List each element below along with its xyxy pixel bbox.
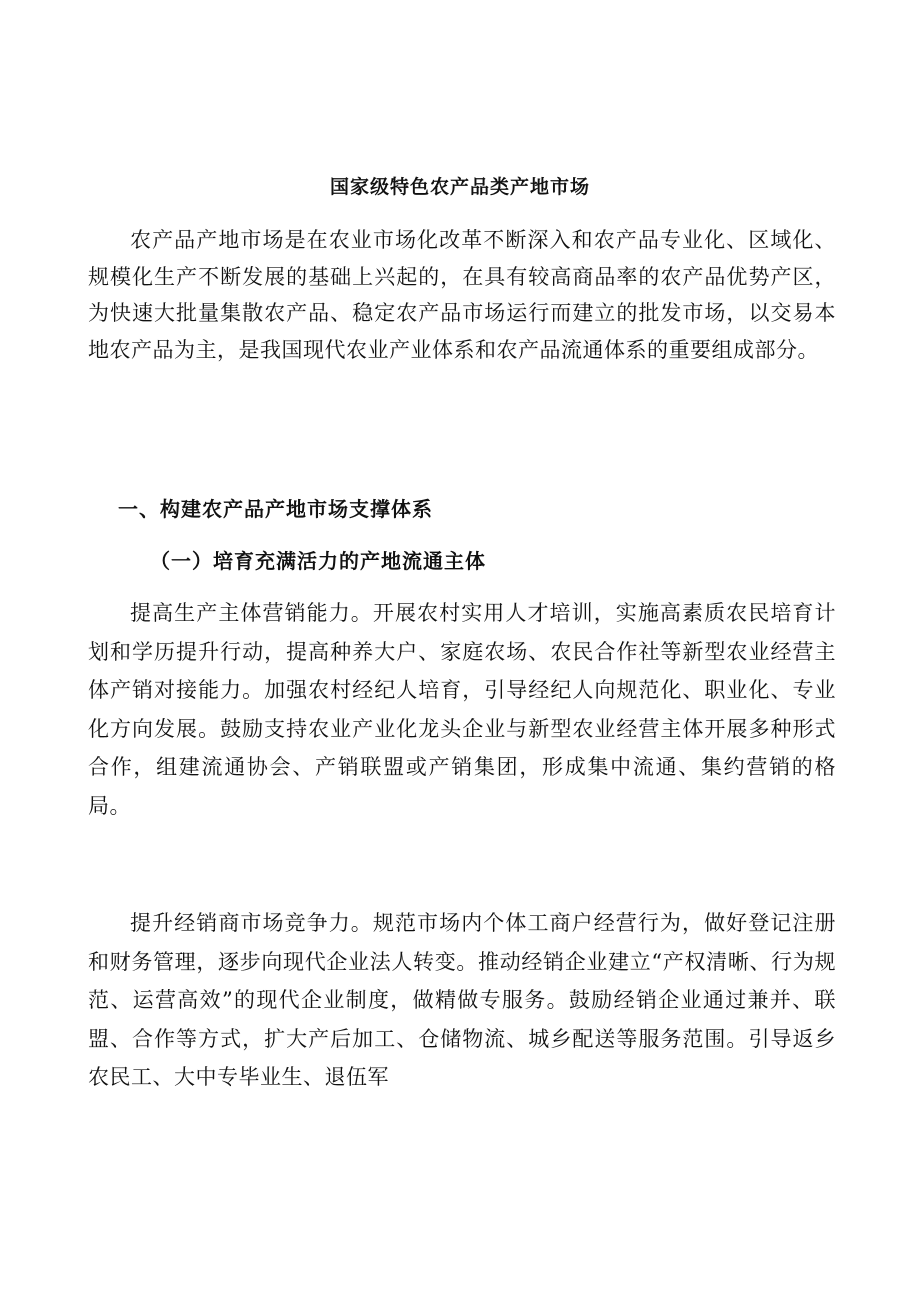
body-paragraph-dealers: 提升经销商市场竞争力。规范市场内个体工商户经营行为，做好登记注册和财务管理，逐步向现代企业法人转变。推动经销企业建立“产权清晰、行为规范、运营高效”的现代企业制度，做精做专服务。鼓励经销企业通过兼并、联盟、合作等方式，扩大产后加工、仓储物流、城乡配送等服务范围。引导返乡农民工、大中专毕业生、退伍军 [88, 911, 836, 1090]
subsection-heading: （一）培育充满活力的产地流通主体 [150, 549, 486, 573]
body-paragraph-producers: 提高生产主体营销能力。开展农村实用人才培训，实施高素质农民培育计划和学历提升行动，提高种养大户、家庭农场、农民合作社等新型农业经营主体产销对接能力。加强农村经纪人培育，引导经纪人向规范化、职业化、专业化方向发展。鼓励支持农业产业化龙头企业与新型农业经营主体开展多种形式合作，组建流通协会、产销联盟或产销集团，形成集中流通、集约营销的格局。 [88, 601, 836, 818]
document-title: 国家级特色农产品类产地市场 [329, 176, 590, 198]
section-heading: 一、构建农产品产地市场支撑体系 [118, 497, 433, 521]
intro-paragraph: 农产品产地市场是在农业市场化改革不断深入和农产品专业化、区域化、规模化生产不断发展的基础上兴起的，在具有较高商品率的农产品优势产区，为快速大批量集散农产品、稳定农产品市场运行而建立的批发市场，以交易本地农产品为主，是我国现代农业产业体系和农产品流通体系的重要组成部分。 [88, 228, 836, 362]
